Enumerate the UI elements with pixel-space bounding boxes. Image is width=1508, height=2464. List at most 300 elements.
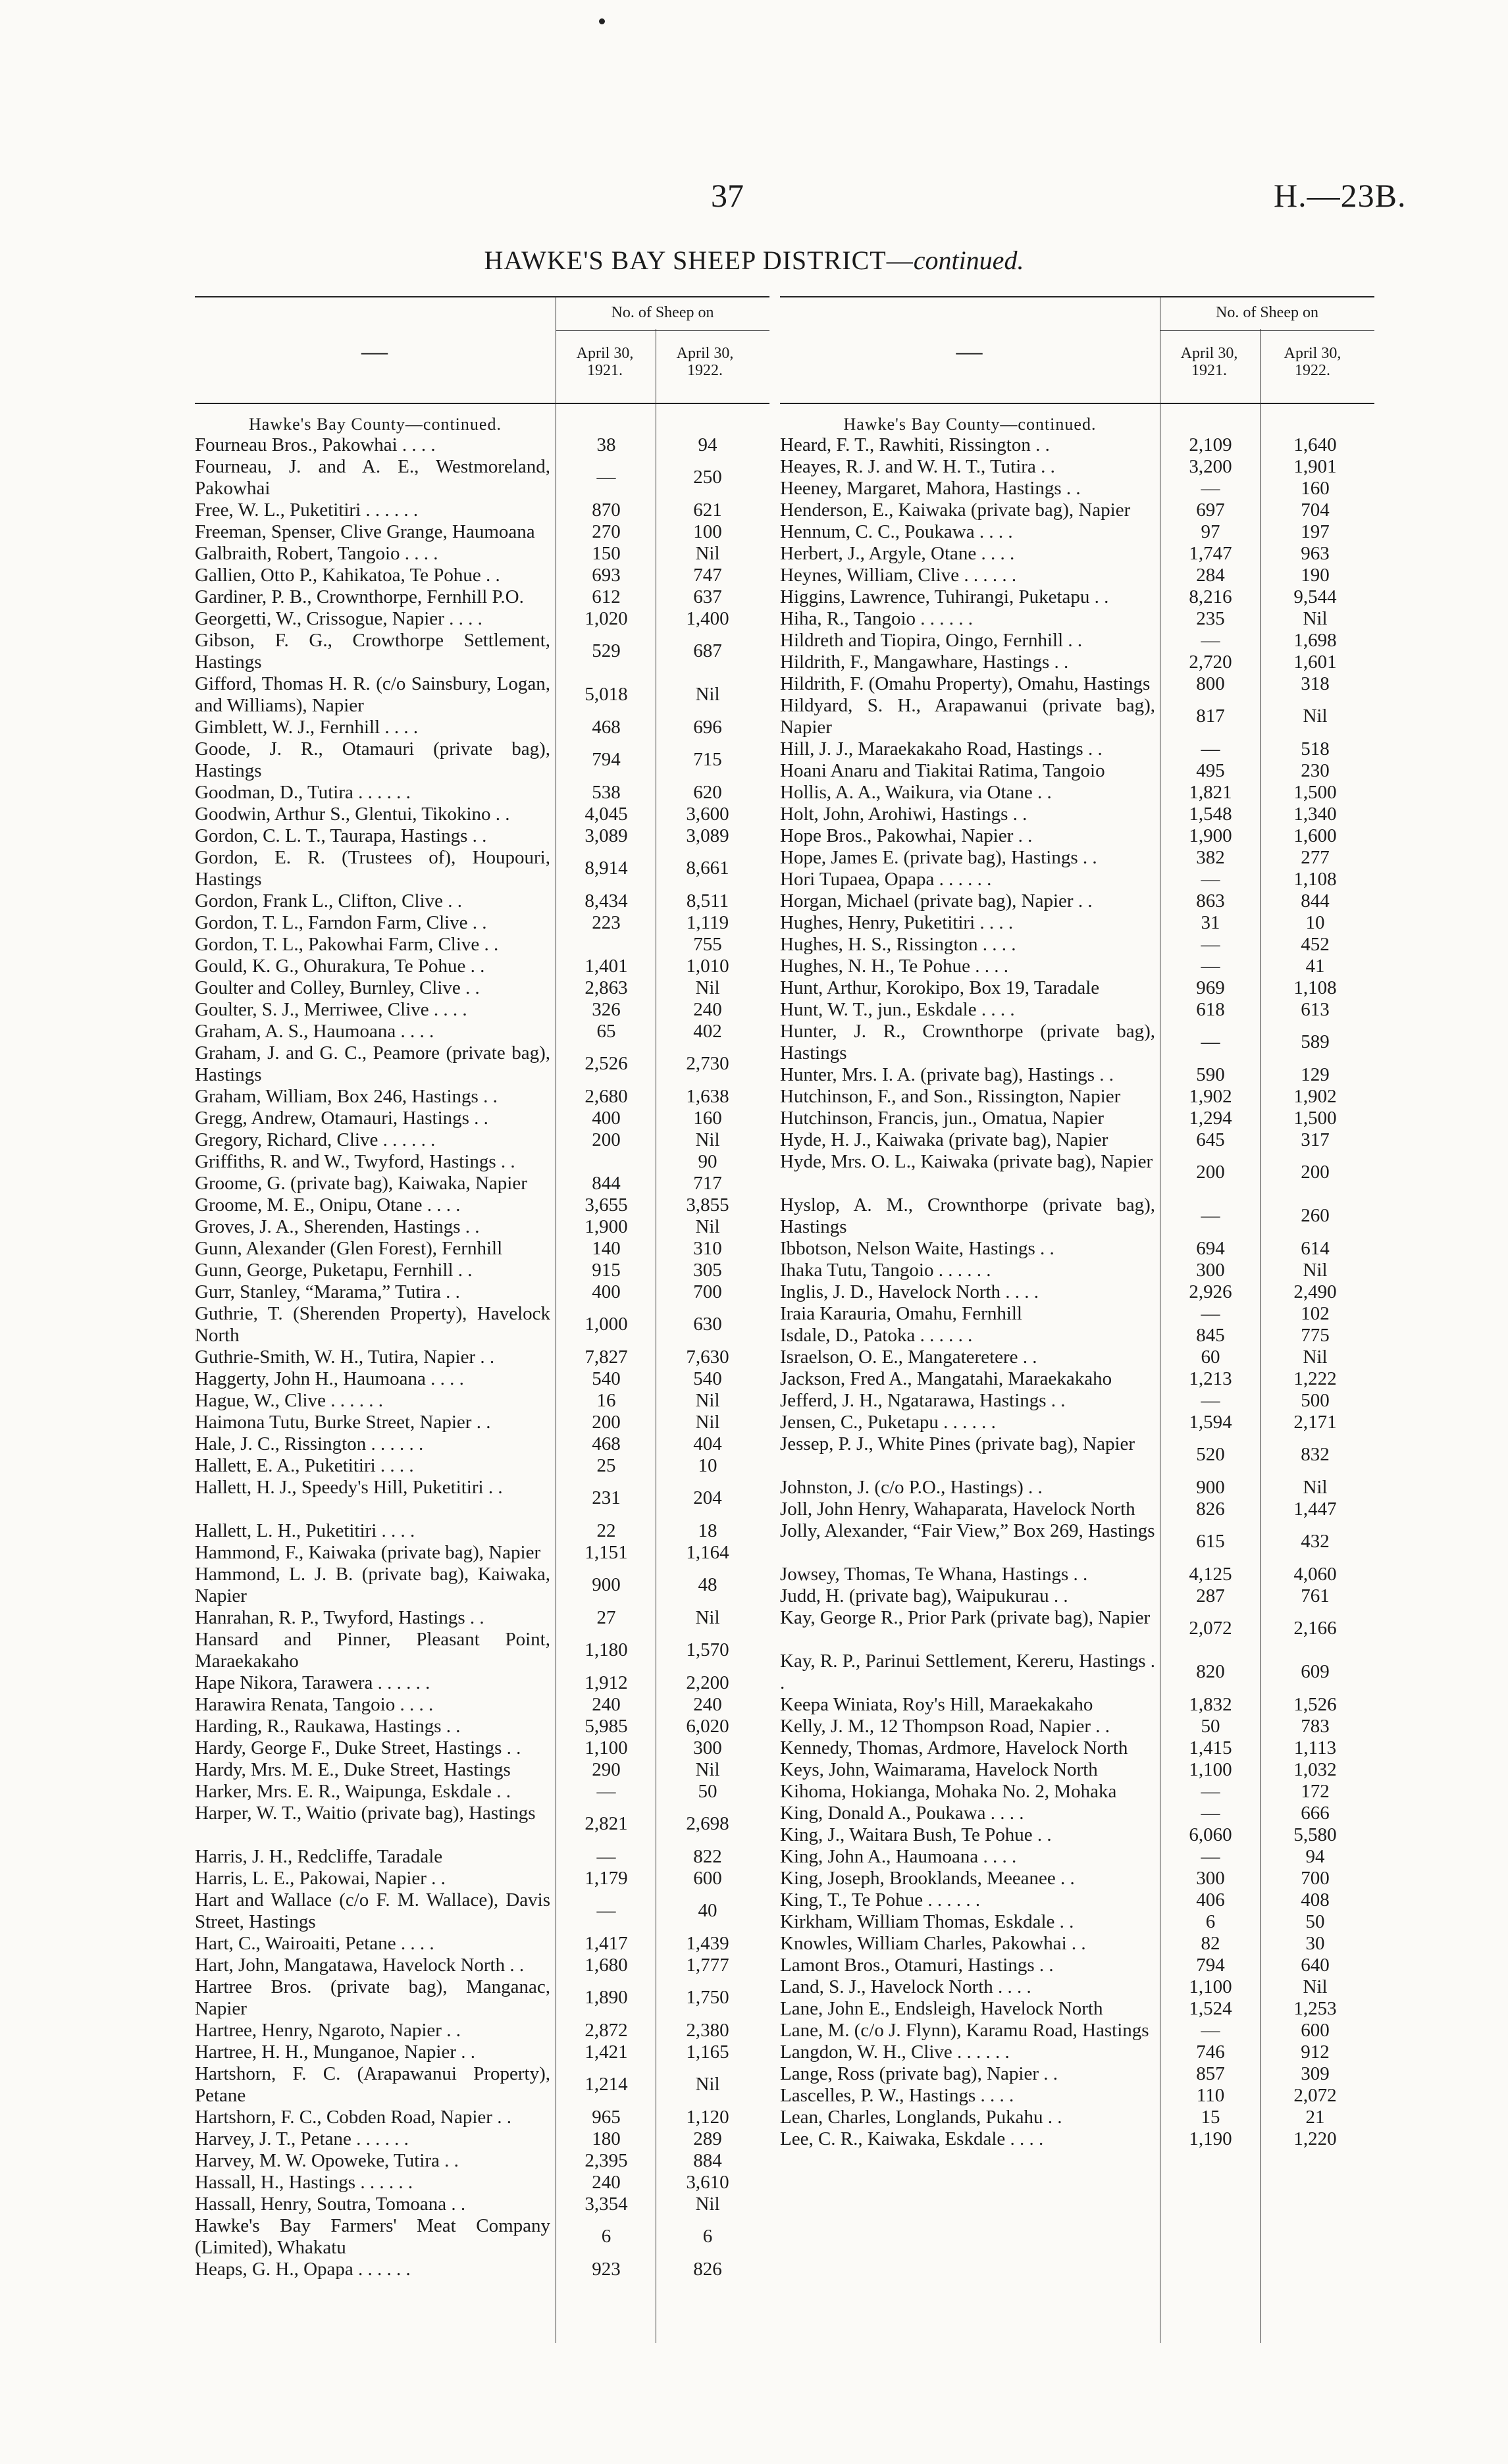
holder-name: Hartree, Henry, Ngaroto, Napier . . bbox=[195, 2020, 461, 2041]
sheep-1922-value: 305 bbox=[693, 1260, 722, 1281]
sheep-1922-value: 822 bbox=[693, 1846, 722, 1867]
sheep-1921-value: — bbox=[1201, 1781, 1220, 1802]
table-row bbox=[780, 2107, 1374, 2128]
sheep-1922-value: 884 bbox=[693, 2150, 722, 2171]
table-row bbox=[195, 1694, 769, 1716]
sheep-1921-value: 1,832 bbox=[1189, 1694, 1232, 1715]
table-row bbox=[195, 1803, 769, 1846]
table-row bbox=[780, 434, 1374, 456]
sheep-1922-value: 540 bbox=[693, 1368, 722, 1389]
sheep-1922-value: 1,500 bbox=[1293, 782, 1337, 803]
holder-name: Georgetti, W., Crissogue, Napier . . . . bbox=[195, 608, 482, 629]
holder-name: Heard, F. T., Rawhiti, Rissington . . bbox=[780, 434, 1050, 455]
sheep-1922-value: 7,630 bbox=[686, 1347, 729, 1368]
holder-name: Keepa Winiata, Roy's Hill, Maraekakaho bbox=[780, 1694, 1093, 1715]
table-row bbox=[780, 1889, 1374, 1911]
sheep-1921-value: 2,821 bbox=[585, 1813, 628, 1834]
sheep-1921-value: 826 bbox=[1196, 1499, 1225, 1520]
table-row bbox=[195, 630, 769, 673]
sheep-1922-value: 1,901 bbox=[1293, 456, 1337, 477]
sheep-1922-value: 230 bbox=[1301, 760, 1330, 781]
sheep-1922-value: 1,447 bbox=[1293, 1499, 1337, 1520]
sheep-1921-value: 6 bbox=[1205, 1911, 1216, 1932]
holder-name: Groome, G. (private bag), Kaiwaka, Napier bbox=[195, 1173, 527, 1194]
sheep-1921-value: 400 bbox=[592, 1108, 621, 1129]
holder-name: Hassall, Henry, Soutra, Tomoana . . bbox=[195, 2194, 466, 2215]
holder-name: Israelson, O. E., Mangateretere . . bbox=[780, 1347, 1037, 1368]
sheep-1921-value: 3,655 bbox=[585, 1194, 628, 1216]
sheep-1921-value: 50 bbox=[1201, 1716, 1220, 1737]
holder-name: Free, W. L., Puketitiri . . . . . . bbox=[195, 500, 419, 521]
sheep-1921-value: 1,900 bbox=[585, 1216, 628, 1237]
holder-name: Gregg, Andrew, Otamauri, Hastings . . bbox=[195, 1108, 488, 1129]
sheep-1922-value: 963 bbox=[1301, 543, 1330, 564]
sheep-1922-value: 21 bbox=[1305, 2107, 1325, 2128]
sheep-1922-value: 1,119 bbox=[686, 912, 729, 933]
sheep-1922-value: Nil bbox=[1303, 1260, 1328, 1281]
sheep-1921-value: 300 bbox=[1196, 1868, 1225, 1889]
holder-name: Gregory, Richard, Clive . . . . . . bbox=[195, 1129, 436, 1150]
date-1922-line-2: 1922. bbox=[1295, 362, 1330, 379]
holder-name: Holt, John, Arohiwi, Hastings . . bbox=[780, 804, 1027, 825]
table-row bbox=[195, 1151, 769, 1173]
table-row bbox=[780, 1716, 1374, 1737]
holder-name: King, T., Te Pohue . . . . . . bbox=[780, 1889, 981, 1911]
holder-name: Groves, J. A., Sherenden, Hastings . . bbox=[195, 1216, 480, 1237]
holder-name: Hartree Bros. (private bag), Manganac, Napier bbox=[195, 1976, 550, 2019]
sheep-1922-value: 1,400 bbox=[686, 608, 729, 629]
table-row bbox=[195, 456, 769, 500]
sheep-1922-value: 832 bbox=[1301, 1444, 1330, 1465]
sheep-1921-value: 4,045 bbox=[585, 804, 628, 825]
sheep-1922-value: Nil bbox=[1303, 1477, 1328, 1498]
sheep-1921-value: 1,100 bbox=[585, 1737, 628, 1758]
holder-name: Jessep, P. J., White Pines (private bag), Napier bbox=[780, 1433, 1135, 1454]
sheep-1921-value: — bbox=[1201, 2020, 1220, 2041]
sheep-1922-value: 640 bbox=[1301, 1955, 1330, 1976]
sheep-1921-value: — bbox=[1201, 1803, 1220, 1824]
date-1921-header bbox=[1160, 345, 1259, 379]
sheep-1921-value: 290 bbox=[592, 1759, 621, 1780]
sheep-1922-value: 630 bbox=[693, 1314, 722, 1335]
table-row bbox=[780, 521, 1374, 543]
sheep-1921-value: 1,548 bbox=[1189, 804, 1232, 825]
table-row bbox=[780, 1129, 1374, 1151]
table-row bbox=[780, 738, 1374, 760]
name-column-header: — bbox=[361, 336, 388, 366]
date-1922-header bbox=[1260, 345, 1365, 379]
holder-name: Jefferd, J. H., Ngatarawa, Hastings . . bbox=[780, 1390, 1066, 1411]
sheep-1922-value: 747 bbox=[693, 565, 722, 586]
table-row bbox=[195, 2194, 769, 2215]
sheep-1921-value: 406 bbox=[1196, 1889, 1225, 1911]
holder-name: Gifford, Thomas H. R. (c/o Sainsbury, Logan, and Williams), Napier bbox=[195, 673, 550, 716]
table-row bbox=[195, 1976, 769, 2020]
sheep-1922-value: 1,010 bbox=[686, 956, 729, 977]
sheep-1922-value: 1,750 bbox=[686, 1987, 729, 2008]
table-row bbox=[780, 782, 1374, 804]
holder-name: Kirkham, William Thomas, Eskdale . . bbox=[780, 1911, 1074, 1932]
name-column-header: — bbox=[956, 336, 983, 366]
sheep-1922-value: 609 bbox=[1301, 1661, 1330, 1682]
sheep-1921-value: — bbox=[1201, 738, 1220, 759]
sheep-1922-value: 518 bbox=[1301, 738, 1330, 759]
table-row bbox=[780, 1390, 1374, 1412]
sheep-1922-value: 600 bbox=[693, 1868, 722, 1889]
table-row bbox=[780, 1868, 1374, 1889]
sheep-1921-value: — bbox=[1201, 1390, 1220, 1411]
sheep-1921-value: 845 bbox=[1196, 1325, 1225, 1346]
table-row bbox=[780, 1651, 1374, 1694]
date-1921-line-2: 1921. bbox=[1191, 362, 1227, 379]
sheep-1922-value: 240 bbox=[693, 999, 722, 1020]
sheep-1922-value: 4,060 bbox=[1293, 1564, 1337, 1585]
table-row bbox=[195, 1108, 769, 1129]
sheep-1922-value: 717 bbox=[693, 1173, 722, 1194]
table-row bbox=[780, 1281, 1374, 1303]
holder-name: King, Joseph, Brooklands, Meeanee . . bbox=[780, 1868, 1075, 1889]
holder-name: Hart, John, Mangatawa, Havelock North . . bbox=[195, 1955, 525, 1976]
sheep-1922-value: Nil bbox=[695, 2074, 720, 2095]
table-row bbox=[195, 2150, 769, 2172]
sheep-1921-value: 969 bbox=[1196, 977, 1225, 998]
sheep-1922-value: 94 bbox=[698, 434, 717, 455]
sheep-1922-value: 1,526 bbox=[1293, 1694, 1337, 1715]
holder-name: Hennum, C. C., Poukawa . . . . bbox=[780, 521, 1013, 542]
holder-name: Gordon, Frank L., Clifton, Clive . . bbox=[195, 890, 462, 911]
sheep-1921-value: 1,100 bbox=[1189, 1976, 1232, 1997]
table-row bbox=[195, 608, 769, 630]
sheep-1921-value: 6 bbox=[601, 2226, 611, 2247]
section-heading: Hawke's Bay County—continued. bbox=[249, 415, 502, 434]
holder-name: Goode, J. R., Otamauri (private bag), Hastings bbox=[195, 738, 550, 781]
holder-name: Ibbotson, Nelson Waite, Hastings . . bbox=[780, 1238, 1054, 1259]
holder-name: Freeman, Spenser, Clive Grange, Haumoana bbox=[195, 521, 535, 542]
holder-name: Heayes, R. J. and W. H. T., Tutira . . bbox=[780, 456, 1055, 477]
date-1921-line-2: 1921. bbox=[587, 362, 623, 379]
table-row bbox=[780, 565, 1374, 586]
holder-name: Hartshorn, F. C., Cobden Road, Napier . . bbox=[195, 2107, 511, 2128]
holder-name: Judd, H. (private bag), Waipukurau . . bbox=[780, 1585, 1068, 1606]
table-row bbox=[780, 2041, 1374, 2063]
sheep-1921-value: 618 bbox=[1196, 999, 1225, 1020]
table-row bbox=[780, 478, 1374, 500]
sheep-1921-value: 31 bbox=[1201, 912, 1220, 933]
sheep-1921-value: 60 bbox=[1201, 1347, 1220, 1368]
table-row bbox=[780, 456, 1374, 478]
table-row bbox=[780, 695, 1374, 738]
table-row bbox=[195, 1933, 769, 1955]
sheep-1921-value: 820 bbox=[1196, 1661, 1225, 1682]
sheep-1921-value: 1,821 bbox=[1189, 782, 1232, 803]
holder-name: Haimona Tutu, Burke Street, Napier . . bbox=[195, 1412, 491, 1433]
sheep-1921-value: 693 bbox=[592, 565, 621, 586]
sheep-1922-value: 277 bbox=[1301, 847, 1330, 868]
sheep-1922-value: 402 bbox=[693, 1021, 722, 1042]
sheep-1921-value: 16 bbox=[596, 1390, 616, 1411]
holder-name: Kay, George R., Prior Park (private bag), Napier bbox=[780, 1607, 1151, 1628]
table-row bbox=[195, 2107, 769, 2128]
sheep-1921-value: 7,827 bbox=[585, 1347, 628, 1368]
table-row bbox=[780, 1824, 1374, 1846]
sheep-1921-value: 2,926 bbox=[1189, 1281, 1232, 1302]
sheep-1921-value: 5,985 bbox=[585, 1716, 628, 1737]
sheep-1922-value: 1,113 bbox=[1293, 1737, 1337, 1758]
title-continued: continued. bbox=[913, 245, 1024, 275]
sheep-1922-value: 775 bbox=[1301, 1325, 1330, 1346]
sheep-1922-value: 696 bbox=[693, 717, 722, 738]
sheep-1921-value: 400 bbox=[592, 1281, 621, 1302]
sheep-1921-value: 612 bbox=[592, 586, 621, 607]
sheep-1921-value: 27 bbox=[596, 1607, 616, 1628]
sheep-1922-value: 129 bbox=[1301, 1064, 1330, 1085]
table-row bbox=[195, 1021, 769, 1042]
date-1921-line-1: April 30, bbox=[576, 345, 634, 362]
table-row bbox=[195, 1672, 769, 1694]
table-row bbox=[195, 1889, 769, 1933]
holder-name: Gibson, F. G., Crowthorpe Settlement, Hastings bbox=[195, 630, 550, 673]
sheep-1921-value: — bbox=[1201, 1205, 1220, 1226]
sheep-1922-value: 6 bbox=[702, 2226, 713, 2247]
sheep-1922-value: 3,855 bbox=[686, 1194, 729, 1216]
sheep-1921-value: 694 bbox=[1196, 1238, 1225, 1259]
sheep-1921-value: — bbox=[1201, 956, 1220, 977]
holder-name: Lane, M. (c/o J. Flynn), Karamu Road, Hastings bbox=[780, 2020, 1149, 2041]
sheep-1921-value: 200 bbox=[592, 1412, 621, 1433]
sheep-1921-value: 746 bbox=[1196, 2041, 1225, 2063]
sheep-1921-value: 6,060 bbox=[1189, 1824, 1232, 1845]
sheep-1922-value: Nil bbox=[695, 543, 720, 564]
date-1922-line-1: April 30, bbox=[1284, 345, 1341, 362]
table-row bbox=[780, 1347, 1374, 1368]
sheep-1921-value: 615 bbox=[1196, 1531, 1225, 1552]
table-row bbox=[780, 1955, 1374, 1976]
sheep-1922-value: 200 bbox=[1301, 1162, 1330, 1183]
holder-name: Lange, Ross (private bag), Napier . . bbox=[780, 2063, 1058, 2084]
table-row bbox=[195, 500, 769, 521]
table-row bbox=[195, 1238, 769, 1260]
table-row bbox=[195, 1412, 769, 1433]
sheep-1921-value: 2,526 bbox=[585, 1053, 628, 1074]
sheep-1922-value: 1,108 bbox=[1293, 977, 1337, 998]
sheep-1922-value: 41 bbox=[1305, 956, 1325, 977]
sheep-1922-value: 50 bbox=[698, 1781, 717, 1802]
table-row bbox=[780, 1737, 1374, 1759]
sheep-1921-value: 2,720 bbox=[1189, 652, 1232, 673]
sheep-1921-value: 495 bbox=[1196, 760, 1225, 781]
sheep-1921-value: 800 bbox=[1196, 673, 1225, 694]
table-row bbox=[780, 673, 1374, 695]
table-row bbox=[780, 630, 1374, 652]
holder-name: Gunn, George, Puketapu, Fernhill . . bbox=[195, 1260, 473, 1281]
holder-name: Fourneau Bros., Pakowhai . . . . bbox=[195, 434, 436, 455]
sheep-1922-value: 1,640 bbox=[1293, 434, 1337, 455]
holder-name: Hardy, Mrs. M. E., Duke Street, Hastings bbox=[195, 1759, 511, 1780]
sheep-1922-value: Nil bbox=[695, 1759, 720, 1780]
holder-name: Harris, L. E., Pakowai, Napier . . bbox=[195, 1868, 446, 1889]
sheep-1921-value: 300 bbox=[1196, 1260, 1225, 1281]
table-row bbox=[780, 869, 1374, 890]
holder-name: Hiha, R., Tangoio . . . . . . bbox=[780, 608, 974, 629]
table-row bbox=[195, 717, 769, 738]
sheep-1922-value: 40 bbox=[698, 1900, 717, 1921]
holder-name: Kelly, J. M., 12 Thompson Road, Napier . . bbox=[780, 1716, 1110, 1737]
holder-name: Harding, R., Raukawa, Hastings . . bbox=[195, 1716, 461, 1737]
holder-name: Hammond, F., Kaiwaka (private bag), Napier bbox=[195, 1542, 541, 1563]
sheep-1921-value: 284 bbox=[1196, 565, 1225, 586]
table-row bbox=[780, 608, 1374, 630]
left-rows bbox=[195, 415, 769, 2280]
holder-name: Gould, K. G., Ohurakura, Te Pohue . . bbox=[195, 956, 485, 977]
holder-name: King, Donald A., Poukawa . . . . bbox=[780, 1803, 1024, 1824]
holder-name: Hallett, H. J., Speedy's Hill, Puketitiri . . bbox=[195, 1477, 503, 1498]
sheep-1921-value: 1,000 bbox=[585, 1314, 628, 1335]
holder-name: Hague, W., Clive . . . . . . bbox=[195, 1390, 383, 1411]
sheep-1922-value: Nil bbox=[1303, 1347, 1328, 1368]
title-main: HAWKE'S BAY SHEEP DISTRICT— bbox=[484, 245, 914, 275]
section-heading: Hawke's Bay County—continued. bbox=[843, 415, 1097, 434]
sheep-1921-value: 1,190 bbox=[1189, 2128, 1232, 2149]
table-row bbox=[195, 1347, 769, 1368]
sheep-1922-value: Nil bbox=[695, 684, 720, 705]
table-row bbox=[195, 1781, 769, 1803]
holder-name: Hoani Anaru and Tiakitai Ratima, Tangoio bbox=[780, 760, 1105, 781]
table-row bbox=[195, 586, 769, 608]
sheep-1922-value: 589 bbox=[1301, 1031, 1330, 1052]
holder-name: Hardy, George F., Duke Street, Hastings . . bbox=[195, 1737, 521, 1758]
sheep-1921-value: 817 bbox=[1196, 706, 1225, 727]
sheep-1921-value: 1,594 bbox=[1189, 1412, 1232, 1433]
print-dot bbox=[599, 18, 605, 24]
sheep-1922-value: 8,661 bbox=[686, 858, 729, 879]
sheep-1922-value: 912 bbox=[1301, 2041, 1330, 2063]
holder-name: Hallett, E. A., Puketitiri . . . . bbox=[195, 1455, 414, 1476]
holder-name: Gallien, Otto P., Kahikatoa, Te Pohue . . bbox=[195, 565, 500, 586]
sheep-1921-value: 240 bbox=[592, 1694, 621, 1715]
sheep-1922-value: Nil bbox=[695, 1607, 720, 1628]
table-row bbox=[780, 804, 1374, 825]
sheep-1921-value: 965 bbox=[592, 2107, 621, 2128]
sheep-1921-value: 1,747 bbox=[1189, 543, 1232, 564]
sheep-1921-value: 240 bbox=[592, 2172, 621, 2193]
left-table-header bbox=[195, 296, 769, 404]
right-table-header bbox=[780, 296, 1374, 404]
sheep-1922-value: 48 bbox=[698, 1574, 717, 1595]
table-row bbox=[780, 1976, 1374, 1998]
holder-name: Lascelles, P. W., Hastings . . . . bbox=[780, 2085, 1014, 2106]
sheep-1921-value: 2,395 bbox=[585, 2150, 628, 2171]
holder-name: Hollis, A. A., Waikura, via Otane . . bbox=[780, 782, 1052, 803]
holder-name: Harker, Mrs. E. R., Waipunga, Eskdale . . bbox=[195, 1781, 511, 1802]
holder-name: Harvey, J. T., Petane . . . . . . bbox=[195, 2128, 409, 2149]
sheep-1922-value: 10 bbox=[1305, 912, 1325, 933]
sheep-1921-value: 2,872 bbox=[585, 2020, 628, 2041]
sheep-1921-value: 22 bbox=[596, 1520, 616, 1541]
holder-name: Hunter, Mrs. I. A. (private bag), Hastings . . bbox=[780, 1064, 1114, 1085]
sheep-1921-value: — bbox=[1201, 1846, 1220, 1867]
holder-name: Hyde, H. J., Kaiwaka (private bag), Napier bbox=[780, 1129, 1108, 1150]
sheep-1921-value: — bbox=[1201, 934, 1220, 955]
table-row bbox=[195, 1868, 769, 1889]
table-row bbox=[195, 1173, 769, 1194]
sheep-1922-value: Nil bbox=[1303, 1976, 1328, 1997]
sheep-1922-value: 687 bbox=[693, 640, 722, 661]
holder-name: Hutchinson, F., and Son., Rissington, Napier bbox=[780, 1086, 1121, 1107]
sheep-1922-value: 309 bbox=[1301, 2063, 1330, 2084]
sheep-1922-value: 90 bbox=[698, 1151, 717, 1172]
holder-name: Jolly, Alexander, “Fair View,” Box 269, Hastings bbox=[780, 1520, 1155, 1541]
sheep-1922-value: 452 bbox=[1301, 934, 1330, 955]
date-1922-header bbox=[656, 345, 754, 379]
holder-name: Gordon, C. L. T., Taurapa, Hastings . . bbox=[195, 825, 487, 846]
sheep-count-header: No. of Sheep on bbox=[611, 304, 714, 321]
table-row bbox=[195, 1520, 769, 1542]
sheep-1922-value: 1,698 bbox=[1293, 630, 1337, 651]
sheep-1921-value: 857 bbox=[1196, 2063, 1225, 2084]
sheep-1922-value: 1,120 bbox=[686, 2107, 729, 2128]
sheep-1922-value: 432 bbox=[1301, 1531, 1330, 1552]
sheep-1921-value: 863 bbox=[1196, 890, 1225, 911]
table-row bbox=[780, 1433, 1374, 1477]
holder-name: Hale, J. C., Rissington . . . . . . bbox=[195, 1433, 424, 1454]
page-title bbox=[0, 245, 1508, 276]
holder-name: Hartshorn, F. C. (Arapawanui Property), Petane bbox=[195, 2063, 550, 2106]
sheep-1921-value: 200 bbox=[1196, 1162, 1225, 1183]
sheep-1922-value: 30 bbox=[1305, 1933, 1325, 1954]
sheep-1922-value: Nil bbox=[1303, 608, 1328, 629]
holder-name: Heaps, G. H., Opapa . . . . . . bbox=[195, 2259, 411, 2280]
table-row bbox=[195, 738, 769, 782]
sheep-1921-value: — bbox=[1201, 869, 1220, 890]
holder-name: Hildrith, F., Mangawhare, Hastings . . bbox=[780, 652, 1069, 673]
sheep-1921-value: — bbox=[1201, 630, 1220, 651]
sheep-1921-value: 38 bbox=[596, 434, 616, 455]
page-number: 37 bbox=[711, 177, 744, 214]
table-row bbox=[780, 977, 1374, 999]
sheep-1922-value: Nil bbox=[695, 1129, 720, 1150]
table-row bbox=[195, 1260, 769, 1281]
holder-name: Keys, John, Waimarama, Havelock North bbox=[780, 1759, 1098, 1780]
table-row bbox=[195, 565, 769, 586]
sheep-1922-value: 700 bbox=[693, 1281, 722, 1302]
table-row bbox=[195, 1759, 769, 1781]
sheep-1922-value: 620 bbox=[693, 782, 722, 803]
sheep-1921-value: 2,680 bbox=[585, 1086, 628, 1107]
sheep-1921-value: 645 bbox=[1196, 1129, 1225, 1150]
holder-name: Iraia Karauria, Omahu, Fernhill bbox=[780, 1303, 1022, 1324]
sheep-1922-value: 2,698 bbox=[686, 1813, 729, 1834]
sheep-1922-value: 1,032 bbox=[1293, 1759, 1337, 1780]
right-rows bbox=[780, 415, 1374, 2150]
sheep-1922-value: 404 bbox=[693, 1433, 722, 1454]
holder-name: Guthrie-Smith, W. H., Tutira, Napier . . bbox=[195, 1347, 495, 1368]
sheep-1921-value: 326 bbox=[592, 999, 621, 1020]
date-1921-header bbox=[556, 345, 654, 379]
holder-name: Guthrie, T. (Sherenden Property), Havelock North bbox=[195, 1303, 550, 1346]
sheep-1922-value: 18 bbox=[698, 1520, 717, 1541]
sheep-1921-value: 1,524 bbox=[1189, 1998, 1232, 2019]
sheep-1921-value: 382 bbox=[1196, 847, 1225, 868]
table-row bbox=[195, 956, 769, 977]
sheep-1922-value: 50 bbox=[1305, 1911, 1325, 1932]
sheep-1921-value: 3,089 bbox=[585, 825, 628, 846]
holder-name: Harris, J. H., Redcliffe, Taradale bbox=[195, 1846, 443, 1867]
sheep-1922-value: 5,580 bbox=[1293, 1824, 1337, 1845]
sheep-1922-value: 844 bbox=[1301, 890, 1330, 911]
table-row bbox=[195, 934, 769, 956]
sheep-1922-value: Nil bbox=[695, 977, 720, 998]
sheep-1922-value: 160 bbox=[1301, 478, 1330, 499]
